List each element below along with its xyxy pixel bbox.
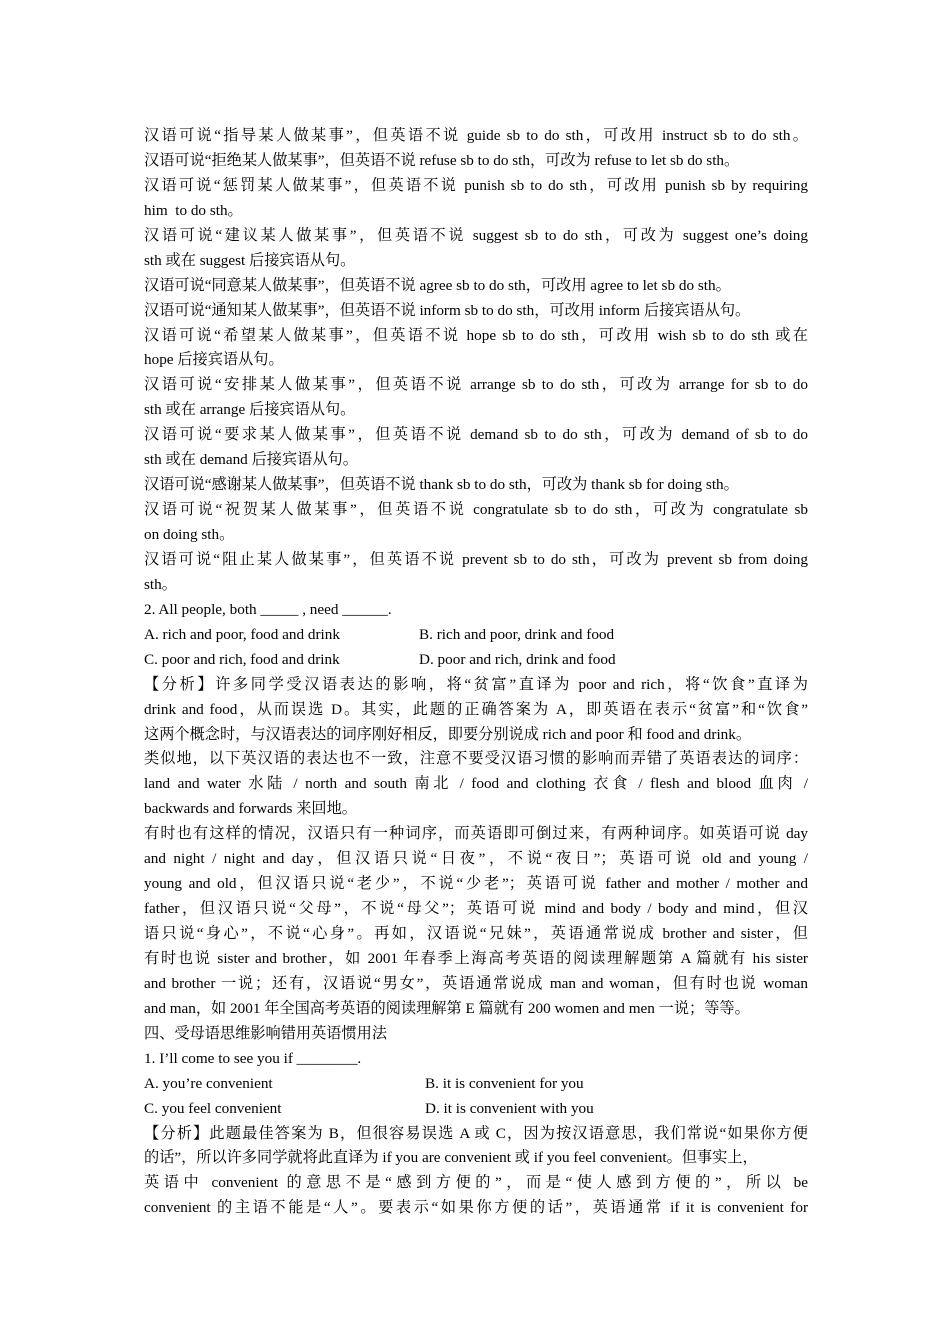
usage-note-congratulate: 汉语可说“祝贺某人做某事”，但英语不说 congratulate sb to do sth，可改为 congratulate sb [144, 501, 808, 519]
usage-note-demand-cont: sth 或在 demand 后接宾语从句。 [144, 451, 358, 469]
analysis-line: 语只说“身心”，不说“心身”。再如，汉语说“兄妹”，英语通常说成 brother and sister，但 [144, 925, 808, 942]
usage-note-arrange-cont: sth 或在 arrange 后接宾语从句。 [144, 401, 356, 419]
analysis-line: and night / night and day，但汉语只说“日夜”，不说“夜日”；英语可说 old and young / [144, 850, 808, 868]
section-heading: 四、受母语思维影响错用英语惯用法 [144, 1024, 387, 1042]
document-page [144, 124, 808, 1221]
analysis-line: 有时也有这样的情况，汉语只有一种词序，而英语即可倒过来，有两种词序。如英语可说 day [144, 825, 808, 843]
option-b: B. rich and poor, drink and food [419, 625, 615, 643]
analysis-line: father，但汉语只说“父母”，不说“母父”；英语可说 mind and body / body and mind，但汉 [144, 900, 808, 918]
analysis-line: backwards and forwards 来回地。 [144, 800, 357, 818]
question-1-options-row-1 [144, 1072, 808, 1097]
usage-note-punish-cont: him to do sth。 [144, 201, 243, 219]
option-a: A. rich and poor, food and drink [144, 625, 340, 643]
analysis-line: and brother 一说；还有，汉语说“男女”，英语通常说成 man and woman，但有时也说 woman [144, 974, 808, 992]
usage-note-hope: 汉语可说“希望某人做某事”，但英语不说 hope sb to do sth，可改用 wish sb to do sth 或在 [144, 326, 808, 344]
usage-note-hope-cont: hope 后接宾语从句。 [144, 351, 284, 369]
analysis-line: 【分析】许多同学受汉语表达的影响，将“贫富”直译为 poor and rich，将“饮食”直译为 [144, 675, 808, 693]
question-1-options-row-2 [144, 1097, 808, 1122]
usage-note-congratulate-cont: on doing sth。 [144, 526, 235, 543]
usage-note-refuse: 汉语可说“拒绝某人做某事”，但英语不说 refuse sb to do sth，可改为 refuse to let sb do sth。 [144, 151, 740, 169]
usage-note-agree: 汉语可说“同意某人做某事”，但英语不说 agree sb to do sth，可改用 agree to let sb do sth。 [144, 276, 731, 294]
usage-note-punish: 汉语可说“惩罚某人做某事”，但英语不说 punish sb to do sth，可改用 punish sb by requiring [144, 176, 808, 194]
usage-note-thank: 汉语可说“感谢某人做某事”，但英语不说 thank sb to do sth，可改为 thank sb for doing sth。 [144, 476, 739, 494]
analysis-line: drink and food，从而误选 D。其实，此题的正确答案为 A，即英语在表示“贫富”和“饮食” [144, 700, 808, 718]
analysis-line: 的话”，所以许多同学就将此直译为 if you are convenient 或 if you feel convenient。但事实上， [144, 1149, 758, 1167]
question-1-stem: 1. I’ll come to see you if ________. [144, 1049, 362, 1067]
usage-note-suggest: 汉语可说“建议某人做某事”，但英语不说 suggest sb to do sth，可改为 suggest one’s doing [144, 226, 808, 244]
analysis-line: 这两个概念时，与汉语表达的词序刚好相反，即要分别说成 rich and poor 和 food and drink。 [144, 725, 752, 743]
analysis-line: land and water 水陆 / north and south 南北 / food and clothing 衣食 / flesh and blood 血肉 / [144, 775, 808, 793]
analysis-line: 有时也说 sister and brother，如 2001 年春季上海高考英语的阅读理解题第 A 篇就有 his sister [144, 949, 808, 967]
question-2-options-row-2 [144, 648, 808, 673]
usage-note-inform: 汉语可说“通知某人做某事”，但英语不说 inform sb to do sth，可改用 inform 后接宾语从句。 [144, 301, 751, 319]
usage-note-demand: 汉语可说“要求某人做某事”，但英语不说 demand sb to do sth，可改为 demand of sb to do [144, 426, 808, 444]
option-d: D. it is convenient with you [425, 1099, 594, 1117]
usage-note-prevent-cont: sth。 [144, 575, 177, 593]
analysis-line: 类似地，以下英汉语的表达也不一致，注意不要受汉语习惯的影响而弄错了英语表达的词序： [144, 750, 808, 768]
usage-note-prevent: 汉语可说“阻止某人做某事”，但英语不说 prevent sb to do sth，可改为 prevent sb from doing [144, 550, 808, 568]
analysis-line: 【分析】此题最佳答案为 B，但很容易误选 A 或 C，因为按汉语意思，我们常说“如果你方便 [144, 1124, 808, 1142]
usage-note-suggest-cont: sth 或在 suggest 后接宾语从句。 [144, 251, 356, 269]
option-b: B. it is convenient for you [425, 1074, 584, 1092]
analysis-line: convenient 的主语不能是“人”。要表示“如果你方便的话”，英语通常 if it is convenient for [144, 1199, 808, 1217]
option-c: C. poor and rich, food and drink [144, 650, 340, 668]
question-2-stem: 2. All people, both _____ , need ______. [144, 600, 392, 618]
analysis-line: 英语中 convenient 的意思不是“感到方便的”，而是“使人感到方便的”，所以 be [144, 1174, 808, 1192]
option-c: C. you feel convenient [144, 1099, 282, 1117]
analysis-line: young and old，但汉语只说“老少”，不说“少老”；英语可说 father and mother / mother and [144, 875, 808, 893]
option-d: D. poor and rich, drink and food [419, 650, 616, 668]
analysis-line: and man，如 2001 年全国高考英语的阅读理解第 E 篇就有 200 women and men 一说；等等。 [144, 999, 750, 1017]
option-a: A. you’re convenient [144, 1074, 273, 1092]
usage-note-guide: 汉语可说“指导某人做某事”，但英语不说 guide sb to do sth，可改用 instruct sb to do sth。 [144, 127, 808, 144]
question-2-options-row-1 [144, 623, 808, 648]
usage-note-arrange: 汉语可说“安排某人做某事”，但英语不说 arrange sb to do sth，可改为 arrange for sb to do [144, 376, 808, 394]
